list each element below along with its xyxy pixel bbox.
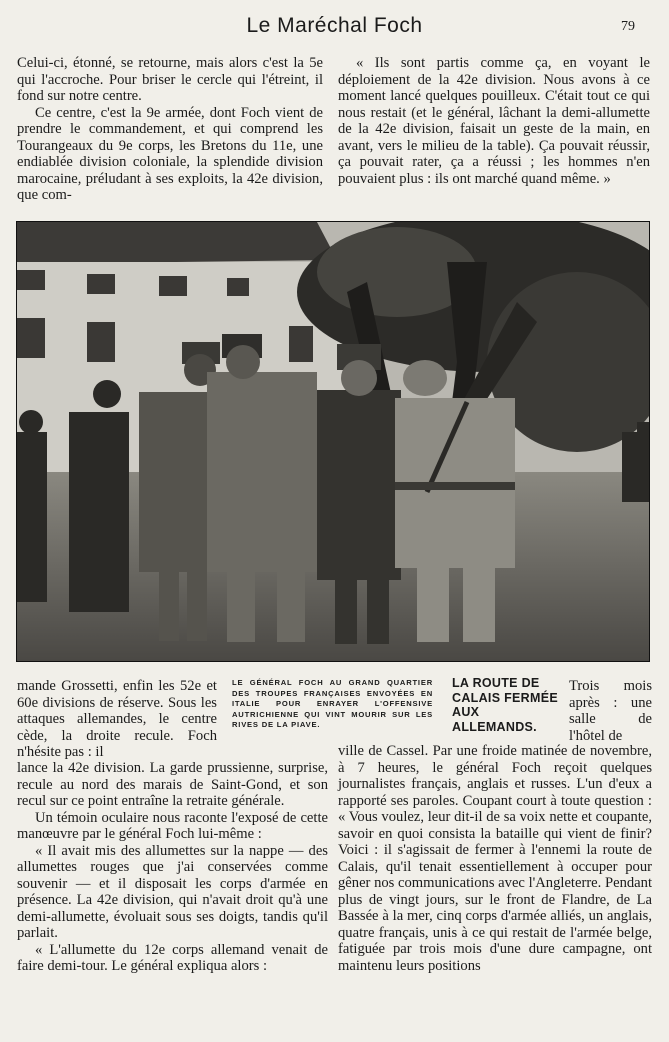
page-header xyxy=(0,14,669,42)
paragraph: mande Grossetti, enfin les 52e et 60e divisions de réserve. Sous les attaques allemandes, le centre cède, la droite recule. Foch n'hésite pas : il xyxy=(17,678,217,760)
column-right-small xyxy=(569,678,652,744)
paragraph: Celui-ci, étonné, se retourne, mais alors c'est la 5e qui l'accroche. Pour briser le cercle qui l'étreint, il fond sur notre centre. xyxy=(17,55,323,104)
page-number: 79 xyxy=(621,19,635,34)
running-title: Le Maréchal Foch xyxy=(246,14,423,37)
column-bottom-right xyxy=(338,743,652,974)
paragraph: « Ils sont partis comme ça, en voyant le déploiement de la 42e division. Nous avons à ce moment lancé quelques pouilleux. C'était tout ce qui nous restait (et le général, lâchant la demi-allumette de la 42e division, faisait un geste de la main, en avant, vers le milieu de la table). Ça pouvait réussir, ça pouvait rater, ça a réussi ; les hommes n'en pouvaient plus : ils ont marché quand même. » xyxy=(338,55,650,187)
photograph-generals xyxy=(16,221,650,662)
paragraph: ville de Cassel. Par une froide matinée de novembre, à 7 heures, le général Foch reçoit quelques journalistes français, anglais et russes. L'un d'eux a rapporté ses paroles. Coupant court à toute question : « Vous voulez, leur dit-il de sa voix nette et coupante, savoir en quoi consista la bataille qui vient de finir? Voici : il s'agissait de fermer à l'ennemi la route de Calais, qu'il tenait essentiellement à occuper pour gêner nos communications avec l'Angleterre. Pendant plus de vingt jours, sur le front de Flandre, de La Bassée à la mer, cinq corps d'armée alliés, un anglais, quatre français, unis à ce qui restait de l'armée belge, fatiguée par trois mois d'une dure campagne, ont maintenu leurs positions xyxy=(338,743,652,974)
paragraph: Ce centre, c'est la 9e armée, dont Foch vient de prendre le commandement, et qui comprend les Tourangeaux du 9e corps, les Bretons du 11e, une endiablée division coloniale, la splendide division marocaine, préludant à ses exploits, la 42e division, que com- xyxy=(17,104,323,203)
column-top-left xyxy=(17,55,323,204)
column-mid-left xyxy=(17,678,217,761)
paragraph: lance la 42e division. La garde prussienne, surprise, recule au nord des marais de Saint-Gond, et son recul sur ce point entraîne la retraite générale. xyxy=(17,760,328,809)
paragraph: Trois mois après : une salle de l'hôtel de xyxy=(569,678,652,744)
photo-caption: LE GÉNÉRAL FOCH AU GRAND QUARTIER DES TROUPES FRANÇAISES ENVOYÉES EN ITALIE POUR ENRAYER L'OFFENSIVE AUTRICHIENNE QUI VINT MOURIR SUR LES RIVES DE LA PIAVE. xyxy=(232,678,433,729)
paragraph: « L'allumette du 12e corps allemand venait de faire demi-tour. Le général expliqua alors : xyxy=(17,941,328,974)
column-bottom-left xyxy=(17,760,328,975)
section-heading: LA ROUTE DE CALAIS FERMÉE AUX ALLEMANDS. xyxy=(452,676,558,734)
column-top-right xyxy=(338,55,650,187)
paragraph: « Il avait mis des allumettes sur la nappe — des allumettes rouges que j'ai conservées comme souvenir — et il disposait les corps d'armée en présence. La 42e division, qui n'avait droit qu'à une demi-allumette, évoluait sous ses doigts, tandis qu'il parlait. xyxy=(17,842,328,941)
photo-illustration xyxy=(17,222,649,661)
paragraph: Un témoin oculaire nous raconte l'exposé de cette manœuvre par le général Foch lui-même : xyxy=(17,809,328,842)
